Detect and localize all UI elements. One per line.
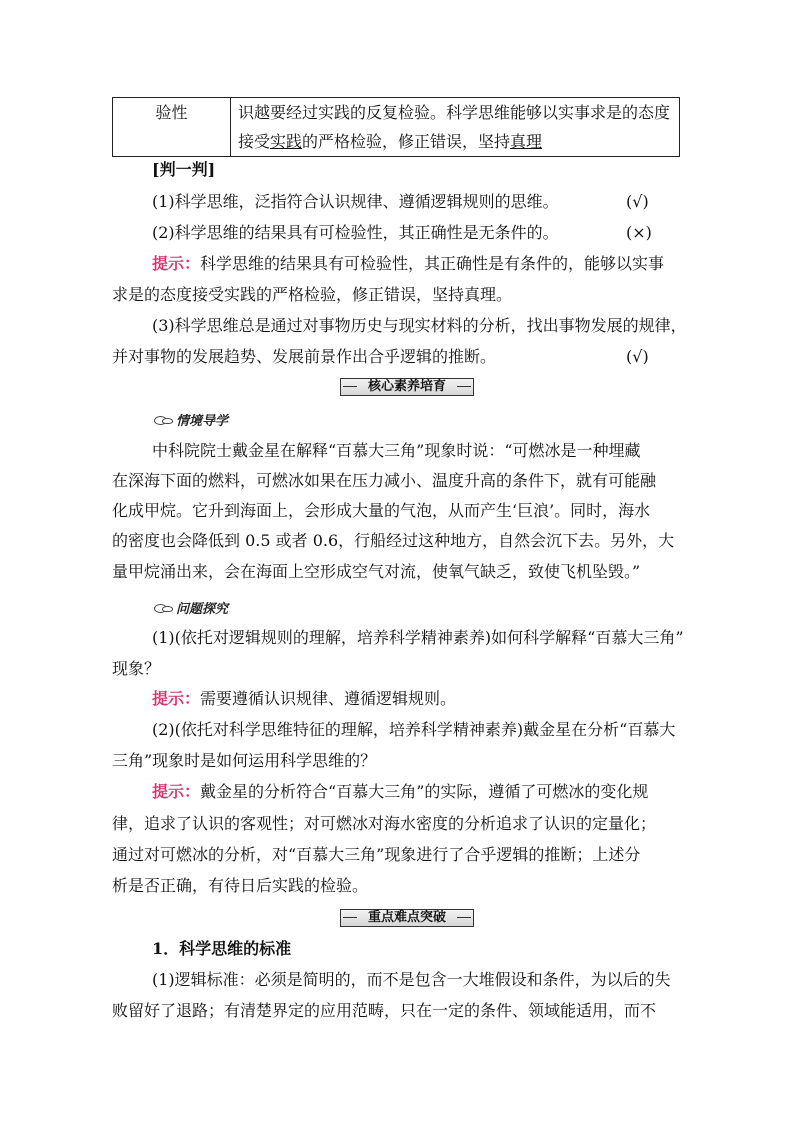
subheading-situation [154, 410, 228, 429]
judge-question-3-line2: 并对事物的发展趋势、发展前景作出合乎逻辑的推断。 [112, 347, 497, 366]
situation-paragraph-line2: 在深海下面的燃料，可燃冰如果在压力减小、温度升高的条件下，就有可能融 [112, 471, 657, 490]
situation-paragraph-line3: 化成甲烷。它升到海面上，会形成大量的气泡，从而产生‘巨浪’。同时，海水 [112, 501, 651, 520]
judge-mark-1: (√) [626, 192, 649, 211]
judge-heading: [判一判] [152, 160, 216, 179]
subheading-label: 情境导学 [176, 414, 229, 429]
text-segment: 的严格检验，修正错误，坚持 [302, 132, 511, 151]
criteria-heading: 1．科学思维的标准 [152, 939, 292, 958]
inquiry-question-1: (1)(依托对逻辑规则的理解，培养科学精神素养)如何科学解释“百慕大三角” [152, 628, 684, 647]
inquiry-question-2-line2: 三角”现象时是如何运用科学思维的？ [112, 751, 377, 770]
inquiry-answer-2-line3: 通过对可燃冰的分析，对“百慕大三角”现象进行了合乎逻辑的推断；上述分 [112, 845, 641, 864]
situation-paragraph-line1: 中科院院士戴金星在解释“百慕大三角”现象时说：“可燃冰是一种埋藏 [152, 441, 641, 460]
subheading-icon [154, 602, 172, 614]
inquiry-answer-1 [152, 689, 456, 709]
situation-paragraph-line5: 量甲烷涌出来，会在海面上空形成空气对流，使氧气缺乏，致使飞机坠毁。” [112, 562, 641, 581]
table-row-label: 验性 [113, 98, 231, 157]
criteria-paragraph-line2: 败留好了退路；有清楚界定的应用范畴，只在一定的条件、领域能适用，而不 [112, 1001, 657, 1020]
inquiry-question-1-line2: 现象？ [112, 659, 161, 678]
criteria-table [112, 97, 680, 157]
text-segment: 接受 [238, 132, 271, 151]
hint-text: 需要遵循认识规律、遵循逻辑规则。 [200, 689, 457, 708]
hint-label: 提示： [152, 254, 201, 273]
subheading-inquiry [154, 598, 228, 617]
situation-paragraph-line4: 的密度也会降低到 0.5 或者 0.6，行船经过这种地方，自然会沉下去。另外，大 [112, 531, 675, 550]
inquiry-answer-2 [152, 782, 648, 802]
inquiry-answer-2-line2: 律，追求了认识的客观性；对可燃冰对海水密度的分析追求了认识的定量化； [112, 814, 657, 833]
judge-question-3: (3)科学思维总是通过对事物历史与现实材料的分析，找出事物发展的规律， [152, 316, 687, 335]
table-row [113, 98, 680, 157]
judge-mark-2: (×) [626, 223, 652, 242]
hint-text: 科学思维的结果具有可检验性，其正确性是有条件的，能够以实事 [200, 254, 665, 273]
section-banner-core: 核心素养培育 [340, 378, 474, 396]
table-cell [231, 98, 680, 157]
judge-mark-3: (√) [626, 347, 649, 366]
section-banner-key-points: 重点难点突破 [340, 909, 474, 927]
judge-hint-2 [152, 254, 664, 274]
hint-label: 提示： [152, 689, 201, 708]
inquiry-answer-2-line4: 析是否正确，有待日后实践的检验。 [112, 876, 369, 895]
table-cell-line1: 识越要经过实践的反复检验。科学思维能够以实事求是的态度 [238, 103, 671, 122]
criteria-paragraph-line1: (1)逻辑标准：必须是简明的，而不是包含一大堆假设和条件，为以后的失 [152, 970, 671, 989]
inquiry-question-2: (2)(依托对科学思维特征的理解，培养科学精神素养)戴金星在分析“百慕大 [152, 720, 676, 739]
judge-hint-2-line2: 求是的态度接受实践的严格检验，修正错误，坚持真理。 [112, 285, 513, 304]
hint-label: 提示： [152, 782, 201, 801]
subheading-label: 问题探究 [176, 602, 229, 617]
hint-text: 戴金星的分析符合“百慕大三角”的实际，遵循了可燃冰的变化规 [200, 782, 649, 801]
judge-question-2: (2)科学思维的结果具有可检验性，其正确性是无条件的。 [152, 223, 559, 242]
underlined-text: 实践 [270, 132, 303, 151]
subheading-icon [154, 414, 172, 426]
underlined-text: 真理 [510, 132, 543, 151]
table-cell-line2 [238, 127, 679, 156]
judge-question-1: (1)科学思维，泛指符合认识规律、遵循逻辑规则的思维。 [152, 192, 559, 211]
